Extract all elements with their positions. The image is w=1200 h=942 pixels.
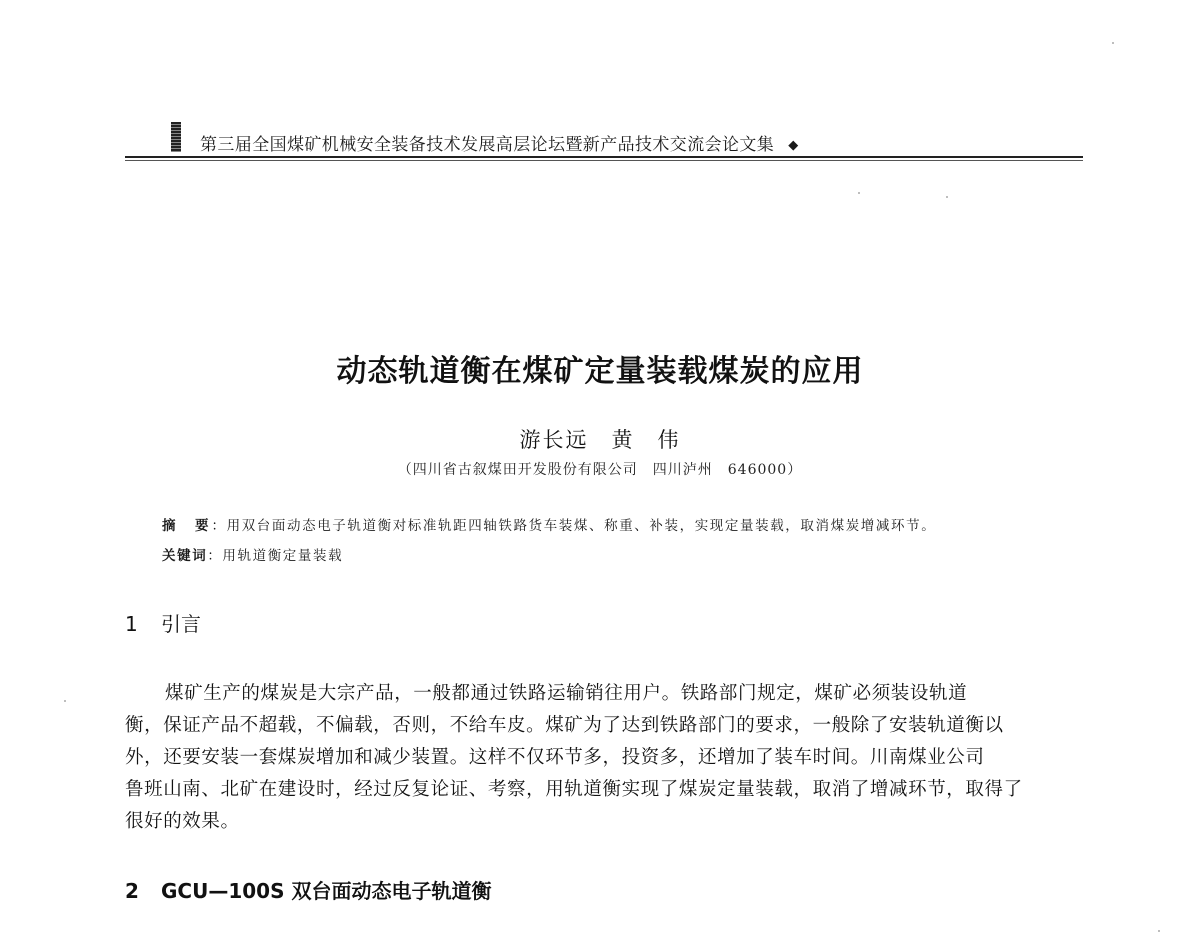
section-number: 2 <box>125 879 139 903</box>
section-title: GCU—100S 双台面动态电子轨道衡 <box>161 879 492 903</box>
section-heading-1 <box>125 608 201 637</box>
header-bar-marker <box>171 122 181 152</box>
keywords-text: ：用轨道衡定量装载 <box>207 548 344 564</box>
scan-speck <box>64 700 66 702</box>
paragraph-line: 外，还要安装一套煤炭增加和减少装置。这样不仅环节多，投资多，还增加了装车时间。川南煤业公司 <box>125 747 985 768</box>
scan-speck <box>858 192 860 194</box>
keywords-label: 关键词 <box>162 548 208 564</box>
paragraph-line: 很好的效果。 <box>125 811 240 832</box>
paragraph-line: 衡，保证产品不超载，不偏载，否则，不给车皮。煤矿为了达到铁路部门的要求，一般除了安装轨道衡以 <box>125 715 1004 736</box>
keywords <box>162 544 343 564</box>
section-number: 1 <box>125 612 138 636</box>
paragraph-line: 鲁班山南、北矿在建设时，经过反复论证、考察，用轨道衡实现了煤炭定量装载，取消了增减环节，取得了 <box>125 779 1023 800</box>
running-header-title: 第三届全国煤矿机械安全装备技术发展高层论坛暨新产品技术交流会论文集 <box>200 135 775 155</box>
diamond-icon: ◆ <box>788 138 799 153</box>
running-header <box>125 118 1083 158</box>
scan-speck <box>946 196 948 198</box>
paper-authors: 游长远 黄 伟 <box>519 428 681 452</box>
abstract-text: ：用双台面动态电子轨道衡对标准轨距四轴铁路货车装煤、称重、补装，实现定量装载，取消煤炭增减环节。 <box>211 518 937 534</box>
paper-affiliation: （四川省古叙煤田开发股份有限公司 四川泸州 646000） <box>397 462 803 478</box>
scan-speck <box>1112 42 1114 44</box>
header-rule <box>125 156 1083 158</box>
section-heading-2 <box>125 875 491 904</box>
abstract-label: 摘 要 <box>162 518 212 534</box>
header-rule-thin <box>125 160 1083 161</box>
running-header-text <box>200 130 799 155</box>
paragraph-line: 煤矿生产的煤炭是大宗产品，一般都通过铁路运输销往用户。铁路部门规定，煤矿必须装设轨道 <box>165 683 968 704</box>
scan-speck <box>1158 930 1160 932</box>
paper-title: 动态轨道衡在煤矿定量装载煤炭的应用 <box>336 354 864 389</box>
section-title: 引言 <box>161 612 201 636</box>
abstract <box>162 514 936 534</box>
